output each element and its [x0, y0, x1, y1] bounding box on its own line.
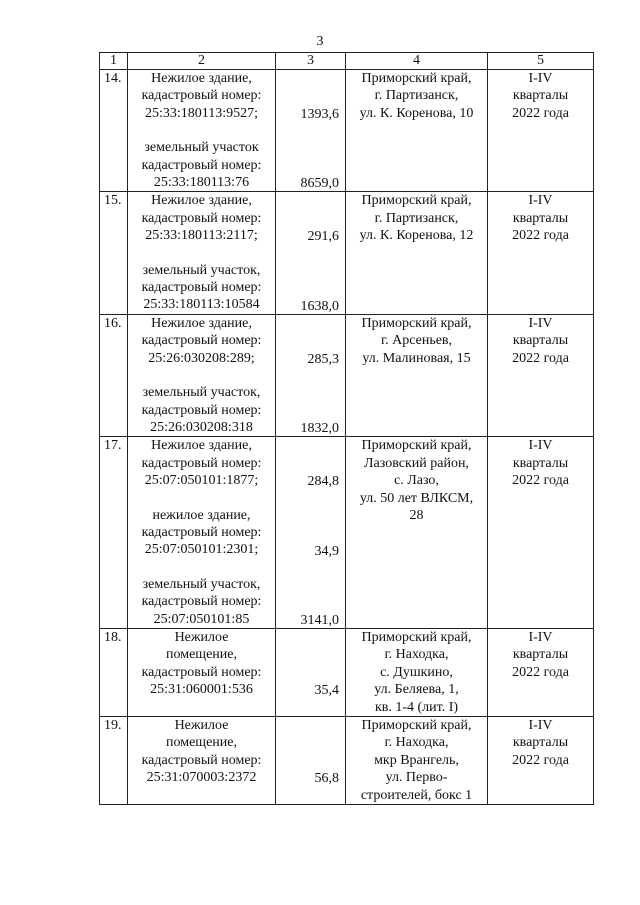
area-value: 8659,0: [300, 176, 339, 192]
address-line: с. Лазо,: [394, 473, 439, 489]
row-number: 19.: [100, 717, 128, 805]
row-number: 14.: [100, 70, 128, 192]
period-line: 2022 года: [512, 752, 569, 768]
object-description: [128, 628, 276, 716]
area-value: 285,3: [307, 351, 339, 367]
area-value: 34,9: [314, 543, 339, 559]
address-line: г. Находка,: [384, 647, 449, 663]
object-line: кадастровый номер:: [141, 88, 262, 104]
object-description: [128, 437, 276, 629]
object-line: кадастровый номер:: [141, 333, 262, 349]
object-description: [128, 717, 276, 805]
object-line: кадастровый номер:: [141, 455, 262, 471]
object-line: кадастровый номер:: [141, 664, 262, 680]
object-line: Нежилое здание,: [151, 71, 252, 86]
object-line: Нежилое здание,: [151, 438, 252, 454]
object-line: Нежилое здание,: [151, 315, 252, 331]
object-address: [346, 314, 488, 436]
area-value: 35,4: [314, 683, 339, 699]
paragraph-gap: [129, 490, 274, 507]
period: [488, 70, 594, 192]
period-line: I-IV: [528, 315, 553, 331]
object-line: кадастровый номер:: [141, 752, 262, 768]
address-line: ул. К. Коренова, 12: [359, 228, 474, 244]
period-line: I-IV: [528, 71, 553, 86]
object-line: 25:07:050101:85: [153, 611, 250, 627]
object-address: [346, 192, 488, 314]
object-line: Нежилое: [174, 629, 229, 645]
objects-table: [99, 52, 594, 805]
header-col-5: 5: [488, 53, 594, 70]
object-line: 25:33:180113:2117;: [145, 228, 258, 244]
object-line: кадастровый номер:: [141, 402, 262, 418]
period: [488, 437, 594, 629]
object-line: земельный участок: [144, 140, 259, 156]
object-address: [346, 70, 488, 192]
row-number: 18.: [100, 628, 128, 716]
object-line: земельный участок,: [142, 262, 261, 278]
paragraph-gap: [129, 559, 274, 576]
period-line: 2022 года: [512, 228, 569, 244]
period-line: I-IV: [528, 629, 553, 645]
period: [488, 717, 594, 805]
address-line: Лазовский район,: [364, 455, 469, 471]
address-line: г. Арсеньев,: [380, 333, 453, 349]
header-col-3: 3: [276, 53, 346, 70]
object-area: [276, 437, 346, 629]
object-line: помещение,: [166, 735, 237, 751]
page-number: 3: [316, 34, 324, 49]
address-line: с. Душкино,: [380, 664, 453, 680]
address-line: ул. К. Коренова, 10: [359, 105, 474, 121]
object-line: кадастровый номер:: [141, 157, 262, 173]
area-value: 1393,6: [300, 106, 339, 122]
object-line: Нежилое: [174, 718, 229, 733]
paragraph-gap: [129, 245, 274, 262]
table-header-row: [100, 53, 594, 70]
address-line: ул. Беляева, 1,: [374, 682, 459, 698]
object-area: [276, 70, 346, 192]
address-line: Приморский край,: [361, 193, 472, 209]
period-line: 2022 года: [512, 350, 569, 366]
period-line: кварталы: [512, 333, 569, 349]
object-address: [346, 437, 488, 629]
object-area: [276, 192, 346, 314]
object-line: кадастровый номер:: [141, 210, 262, 226]
header-col-2: 2: [128, 53, 276, 70]
object-line: Нежилое здание,: [151, 193, 252, 209]
object-line: 25:33:180113:10584: [143, 297, 260, 313]
object-address: [346, 717, 488, 805]
period-line: 2022 года: [512, 473, 569, 489]
object-area: [276, 628, 346, 716]
object-line: 25:07:050101:2301;: [144, 542, 259, 558]
address-line: Приморский край,: [361, 438, 472, 454]
object-line: 25:33:180113:76: [153, 175, 250, 191]
period-line: I-IV: [528, 438, 553, 454]
period-line: 2022 года: [512, 664, 569, 680]
period: [488, 192, 594, 314]
address-line: г. Партизанск,: [374, 210, 459, 226]
period-line: 2022 года: [512, 105, 569, 121]
object-description: [128, 192, 276, 314]
area-value: 56,8: [314, 771, 339, 787]
header-col-1: 1: [100, 53, 128, 70]
header-col-4: 4: [346, 53, 488, 70]
area-value: 1638,0: [300, 298, 339, 314]
address-line: Приморский край,: [361, 315, 472, 331]
object-description: [128, 70, 276, 192]
row-number: 15.: [100, 192, 128, 314]
object-line: 25:31:070003:2372: [146, 770, 257, 786]
object-line: кадастровый номер:: [141, 280, 262, 296]
object-line: кадастровый номер:: [141, 524, 262, 540]
area-value: 291,6: [307, 229, 339, 245]
paragraph-gap: [129, 367, 274, 384]
object-line: 25:26:030208:289;: [148, 350, 255, 366]
area-value: 3141,0: [300, 613, 339, 629]
period: [488, 628, 594, 716]
table-row: [100, 70, 594, 192]
address-line: ул. Перво-: [385, 770, 448, 786]
address-line: Приморский край,: [361, 71, 472, 86]
object-line: земельный участок,: [142, 385, 261, 401]
period-line: кварталы: [512, 88, 569, 104]
address-line: Приморский край,: [361, 629, 472, 645]
object-line: 25:26:030208:318: [150, 419, 253, 435]
address-line: кв. 1-4 (лит. I): [374, 699, 459, 715]
area-value: 1832,0: [300, 421, 339, 437]
period-line: I-IV: [528, 718, 553, 733]
address-line: ул. Малиновая, 15: [362, 350, 471, 366]
address-line: г. Находка,: [384, 735, 449, 751]
address-line: 28: [409, 507, 424, 523]
address-line: Приморский край,: [361, 718, 472, 733]
row-number: 16.: [100, 314, 128, 436]
period-line: I-IV: [528, 193, 553, 209]
table-body: [100, 70, 594, 805]
area-value: 284,8: [307, 474, 339, 490]
paragraph-gap: [129, 122, 274, 139]
period-line: кварталы: [512, 210, 569, 226]
table-row: [100, 628, 594, 716]
table-row: [100, 192, 594, 314]
table-row: [100, 717, 594, 805]
period: [488, 314, 594, 436]
address-line: мкр Врангель,: [374, 752, 459, 768]
object-line: помещение,: [166, 647, 237, 663]
object-address: [346, 628, 488, 716]
object-line: земельный участок,: [142, 576, 261, 592]
row-number: 17.: [100, 437, 128, 629]
object-description: [128, 314, 276, 436]
object-line: 25:33:180113:9527;: [144, 105, 259, 121]
period-line: кварталы: [512, 735, 569, 751]
object-area: [276, 314, 346, 436]
table-row: [100, 437, 594, 629]
object-line: нежилое здание,: [152, 507, 251, 523]
object-line: 25:07:050101:1877;: [144, 473, 259, 489]
object-line: 25:31:060001:536: [150, 682, 253, 698]
period-line: кварталы: [512, 647, 569, 663]
table-row: [100, 314, 594, 436]
object-area: [276, 717, 346, 805]
address-line: г. Партизанск,: [374, 88, 459, 104]
address-line: строителей, бокс 1: [360, 787, 473, 803]
period-line: кварталы: [512, 455, 569, 471]
address-line: ул. 50 лет ВЛКСМ,: [359, 490, 474, 506]
object-line: кадастровый номер:: [141, 594, 262, 610]
